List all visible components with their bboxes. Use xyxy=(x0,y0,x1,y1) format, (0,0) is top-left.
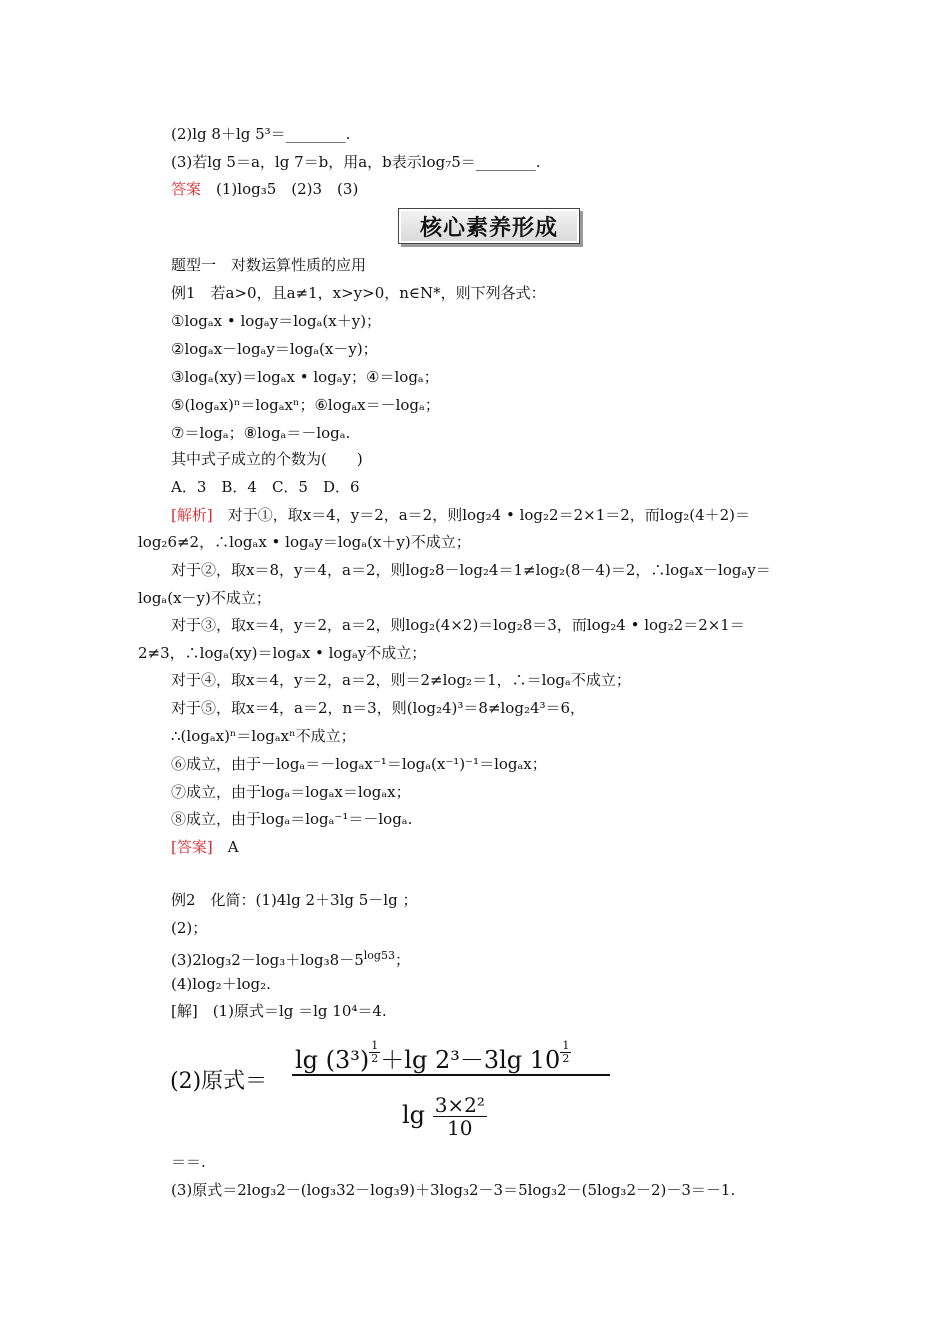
analysis-line-5 xyxy=(171,615,745,635)
example-1-stem xyxy=(171,283,546,303)
analysis-line-7 xyxy=(171,670,631,690)
text: logₐ(x－y)不成立； xyxy=(138,589,271,607)
example-2-stem xyxy=(171,890,417,910)
text: log₂6≠2，∴logₐx • logₐy＝logₐ(x＋y)不成立； xyxy=(138,533,471,551)
analysis-line-6 xyxy=(138,643,426,663)
question-prompt xyxy=(171,449,363,469)
text: lg xyxy=(402,1101,426,1129)
answer-line-ex1 xyxy=(171,837,239,857)
text: (4)log₂＋log₂. xyxy=(171,975,271,993)
analysis-line-8 xyxy=(171,698,585,718)
answer-tag: [答案] xyxy=(171,838,213,856)
example-2-part-3 xyxy=(171,946,410,970)
text: ②logₐx－logₐy＝logₐ(x－y)； xyxy=(171,340,378,358)
text: 1 xyxy=(371,1039,379,1052)
text: 题型一 对数运算性质的应用 xyxy=(171,256,367,274)
text: A xyxy=(212,838,239,856)
text: 对于④，取x＝4，y＝2，a＝2，则＝2≠log₂＝1，∴＝logₐ不成立； xyxy=(171,671,631,689)
answer-text: (1)log₃5 (2)3 (3) xyxy=(216,180,359,198)
text: ①logₐx • logₐy＝logₐ(x＋y)； xyxy=(171,312,382,330)
text: ⑥成立，由于－logₐ＝－logₐx⁻¹＝logₐ(x⁻¹)⁻¹＝logₐx； xyxy=(171,755,547,773)
analysis-line-4 xyxy=(138,588,271,608)
text: 1 xyxy=(562,1039,570,1052)
denominator-fraction xyxy=(433,1094,487,1139)
analysis-line-12 xyxy=(171,809,412,829)
analysis-line-9 xyxy=(171,726,356,746)
text: ＋lg 2³－3lg 10 xyxy=(380,1046,561,1074)
fraction-bar xyxy=(292,1074,610,1076)
text: (3)2log₃2－log₃＋log₃8－5 xyxy=(171,951,364,969)
text: (2)lg 8＋lg 5³＝________. xyxy=(171,125,351,143)
question-line-3 xyxy=(171,152,541,172)
text: [解] (1)原式＝lg ＝lg 10⁴＝4. xyxy=(171,1002,387,1020)
text: ⑧成立，由于logₐ＝logₐ⁻¹＝－logₐ. xyxy=(171,810,413,828)
text: 其中式子成立的个数为( ) xyxy=(171,450,363,468)
text: ⑦＝logₐ；⑧logₐ＝－logₐ. xyxy=(171,424,351,442)
topic-title xyxy=(171,255,366,275)
text: 对于①，取x＝4，y＝2，a＝2，则log₂4 • log₂2＝2×1＝2，而log₂(4＋2)＝ xyxy=(212,506,751,524)
answer-line xyxy=(171,179,358,199)
example-2-part-4 xyxy=(171,974,271,994)
formula-label: (2)原式＝ xyxy=(170,1069,268,1094)
text: 2 xyxy=(562,1052,570,1065)
item-5-6 xyxy=(171,395,440,415)
analysis-line-1 xyxy=(171,505,750,525)
text: A．3 B．4 C．5 D．6 xyxy=(171,478,360,496)
text: ； xyxy=(394,951,410,969)
fraction-formula xyxy=(170,1036,620,1146)
text: 对于③，取x＝4，y＝2，a＝2，则log₂(4×2)＝log₂8＝3，而log₂4 • log₂2＝2×1＝ xyxy=(171,616,745,634)
section-badge: 核心素养形成 xyxy=(398,208,580,244)
question-line-2 xyxy=(171,124,350,144)
text: (3)若lg 5＝a，lg 7＝b，用a，b表示log₇5＝________. xyxy=(171,153,541,171)
text: ③logₐ(xy)＝logₐx • logₐy；④＝logₐ； xyxy=(171,368,439,386)
formula-numerator xyxy=(295,1040,571,1075)
text: (3)原式＝2log₃2－(log₃32－log₃9)＋3log₃2－3＝5log₃2－(5log₃2－2)－3＝－1. xyxy=(171,1181,736,1199)
text: 2 xyxy=(371,1052,379,1065)
text: 例1 若a>0，且a≠1，x>y>0，n∈N*，则下列各式： xyxy=(171,284,546,302)
analysis-line-11 xyxy=(171,782,411,802)
analysis-tag: [解析] xyxy=(171,506,213,524)
text: lg (3³) xyxy=(295,1046,370,1074)
text: 对于②，取x＝8，y＝4，a＝2，则log₂8－log₂4＝1≠log₂(8－4)＝2，∴logₐx－logₐy＝ xyxy=(171,561,771,579)
analysis-line-3 xyxy=(171,560,771,580)
text: 3×2² xyxy=(434,1093,485,1117)
analysis-line-2 xyxy=(138,532,471,552)
item-1 xyxy=(171,311,381,331)
half-exponent-2 xyxy=(560,1040,571,1065)
half-exponent-1 xyxy=(369,1040,380,1065)
text: (2)； xyxy=(171,919,208,937)
item-3-4 xyxy=(171,367,439,387)
solution-line-3 xyxy=(171,1180,735,1200)
text: 10 xyxy=(447,1116,473,1140)
superscript: log53 xyxy=(363,949,395,962)
answer-tag: 答案 xyxy=(171,180,202,198)
text: ∴(logₐx)ⁿ＝logₐxⁿ不成立； xyxy=(171,727,356,745)
solution-line-2-result xyxy=(171,1152,206,1172)
formula-denominator xyxy=(402,1094,487,1139)
text: ＝＝. xyxy=(171,1153,206,1171)
solution-line-1 xyxy=(171,1001,387,1021)
text: ⑦成立，由于logₐ＝logₐx＝logₐx； xyxy=(171,783,411,801)
text: 例2 化简：(1)4lg 2＋3lg 5－lg ； xyxy=(171,891,418,909)
text: 2≠3，∴logₐ(xy)＝logₐx • logₐy不成立； xyxy=(138,644,427,662)
analysis-line-10 xyxy=(171,754,547,774)
text: ⑤(logₐx)ⁿ＝logₐxⁿ；⑥logₐx＝－logₐ； xyxy=(171,396,440,414)
item-7-8 xyxy=(171,423,350,443)
example-2-part-2 xyxy=(171,918,207,938)
text: 对于⑤，取x＝4，a＝2，n＝3，则(log₂4)³＝8≠log₂4³＝6， xyxy=(171,699,586,717)
choices xyxy=(171,477,360,497)
item-2 xyxy=(171,339,378,359)
